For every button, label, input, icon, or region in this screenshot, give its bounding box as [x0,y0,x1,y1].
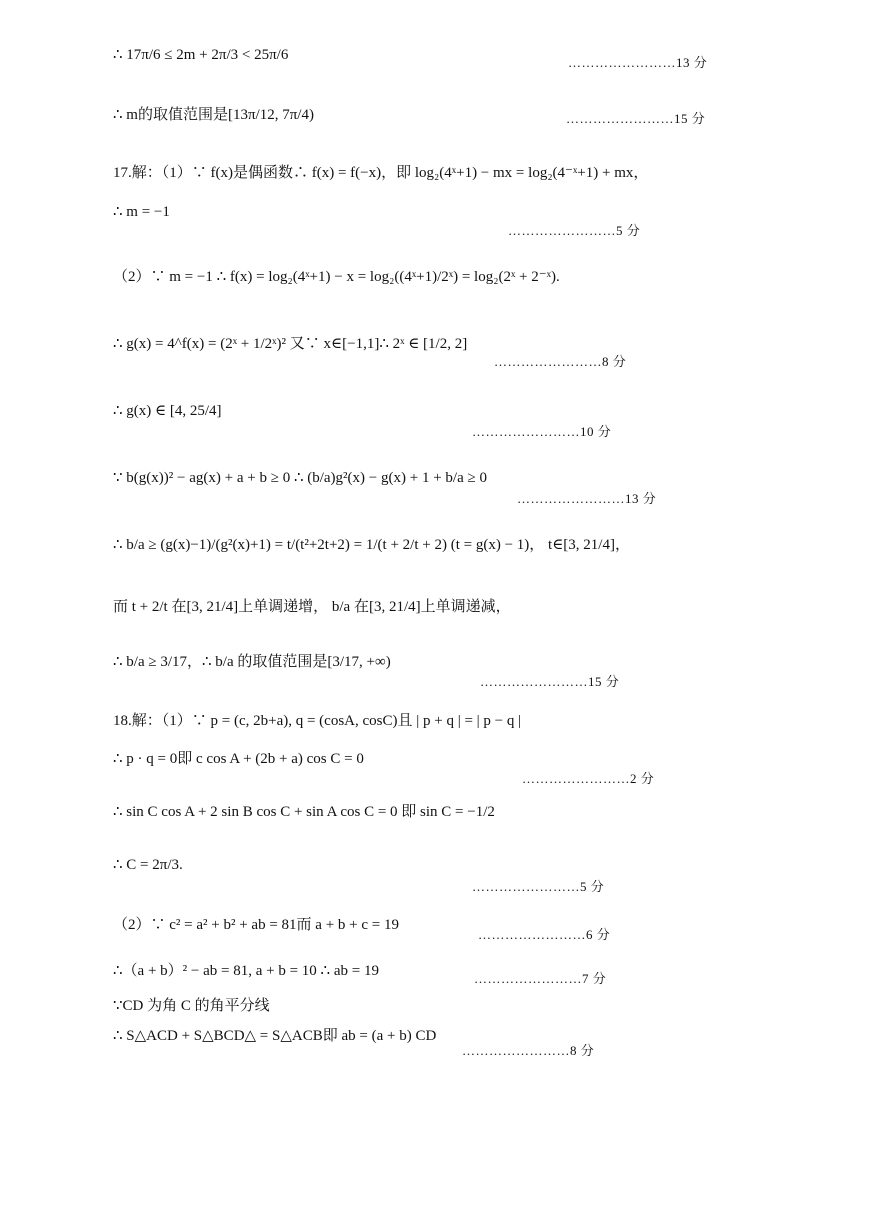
line-dot-product: ∴ p · q = 0即 c cos A + (2b + a) cos C = 0 [113,751,364,767]
line-angle-bisector: ∵CD 为角 C 的角平分线 [113,998,270,1014]
line-ab-value: ∴（a + b）² − ab = 81, a + b = 10 ∴ ab = 19 [113,963,379,979]
score-15: ……………………15 分 [566,111,706,126]
line-m-range: ∴ m的取值范围是[13π/12, 7π/4) [113,107,314,123]
score-8: ……………………8 分 [494,354,627,369]
score-10: ……………………10 分 [472,424,612,439]
line-b-over-a-range: ∴ b/a ≥ 3/17，∴ b/a 的取值范围是[3/17, +∞) [113,654,391,670]
line-b-over-a-bound: ∴ b/a ≥ (g(x)−1)/(g²(x)+1) = t/(t²+2t+2) = 1/(t + 2/t + 2) (t = g(x) − 1)， t∈[3, 21/4]， [113,537,630,553]
line-18-part2: （2）∵ c² = a² + b² + ab = 81而 a + b + c = 19 [113,917,399,933]
line-c-value: ∴ C = 2π/3. [113,857,183,873]
score-6: ……………………6 分 [478,927,611,942]
score-2: ……………………2 分 [522,771,655,786]
line-sin-c: ∴ sin C cos A + 2 sin B cos C + sin A cos C = 0 即 sin C = −1/2 [113,804,495,820]
line-g-range: ∴ g(x) ∈ [4, 25/4] [113,403,222,419]
score-8b: ……………………8 分 [462,1043,595,1058]
line-17-part1: 17.解：（1）∵ f(x)是偶函数∴ f(x) = f(−x)，即 log₂(4ˣ+1) − mx = log₂(4⁻ˣ+1) + mx， [113,165,649,181]
line-inequality-b: ∵ b(g(x))² − ag(x) + a + b ≥ 0 ∴ (b/a)g²(x) − g(x) + 1 + b/a ≥ 0 [113,470,487,486]
score-15b: ……………………15 分 [480,674,620,689]
line-17-part2: （2）∵ m = −1 ∴ f(x) = log₂(4ˣ+1) − x = log₂((4ˣ+1)/2ˣ) = log₂(2ˣ + 2⁻ˣ). [113,269,560,285]
score-5: ……………………5 分 [508,223,641,238]
score-13: ……………………13 分 [568,55,708,70]
score-5b: ……………………5 分 [472,879,605,894]
line-monotonic: 而 t + 2/t 在[3, 21/4]上单调递增， b/a 在[3, 21/4]上单调递减， [113,599,511,615]
line-area-relation: ∴ S△ACD + S△BCD△ = S△ACB即 ab = (a + b) CD [113,1028,437,1044]
line-18-part1: 18.解：（1）∵ p = (c, 2b+a), q = (cosA, cosC)且 | p + q | = | p − q | [113,713,522,729]
score-7: ……………………7 分 [474,971,607,986]
line-inequality-m: ∴ 17π/6 ≤ 2m + 2π/3 < 25π/6 [113,47,289,63]
line-m-value: ∴ m = −1 [113,204,170,220]
score-13b: ……………………13 分 [517,491,657,506]
line-g-expression: ∴ g(x) = 4^f(x) = (2ˣ + 1/2ˣ)² 又∵ x∈[−1,1]∴ 2ˣ ∈ [1/2, 2] [113,336,468,352]
